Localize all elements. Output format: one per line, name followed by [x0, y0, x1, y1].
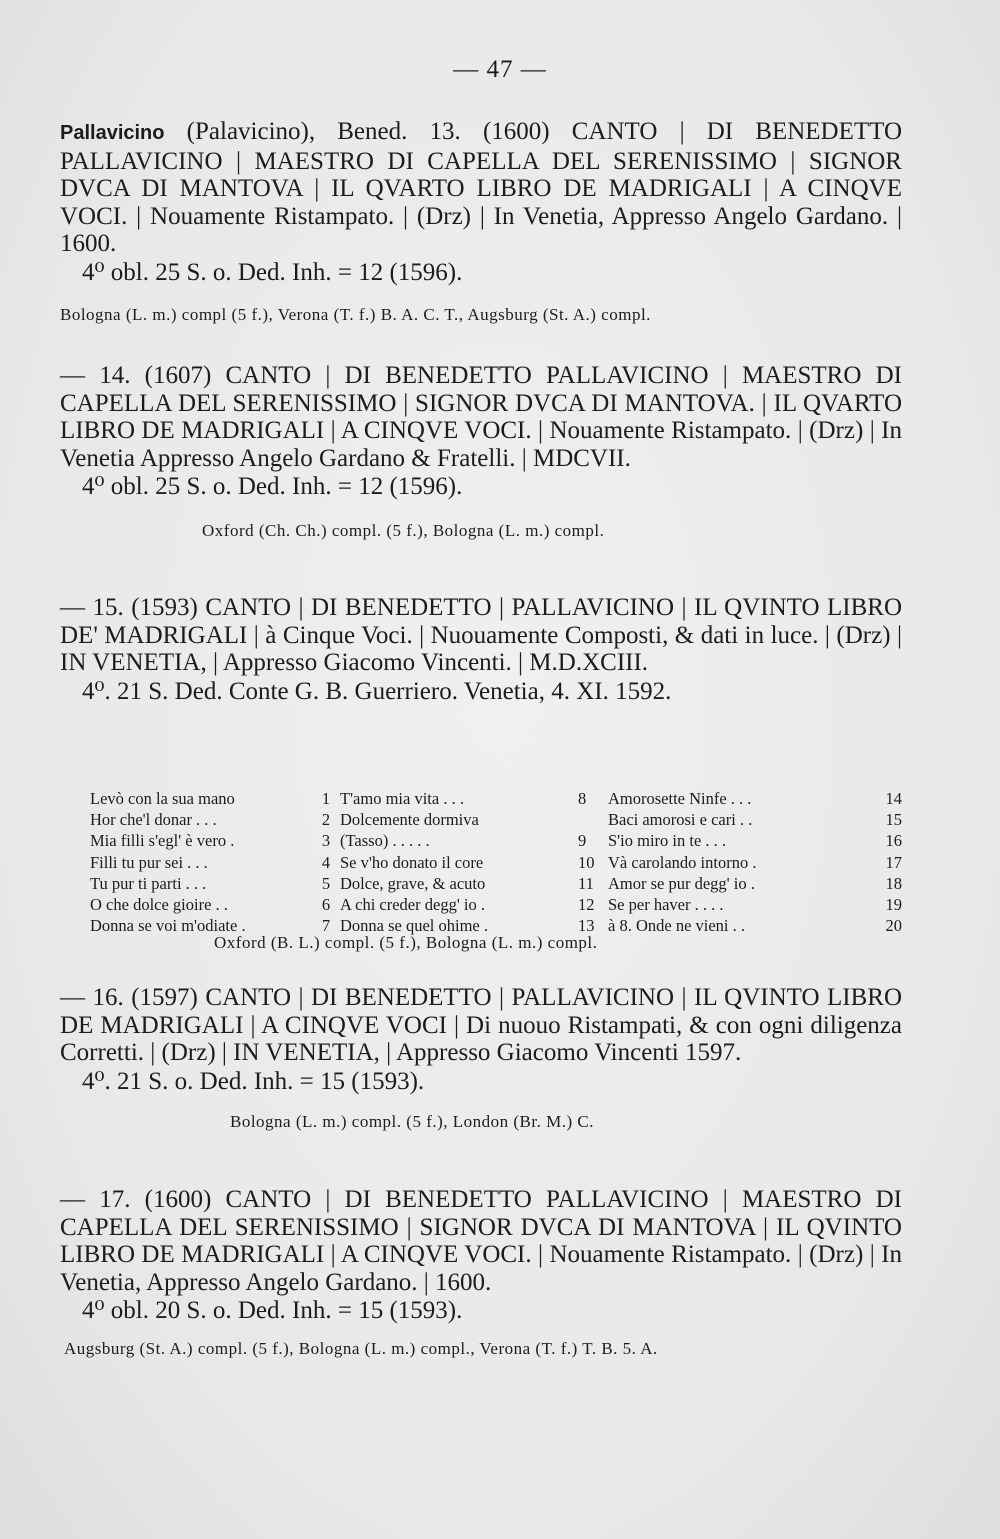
catalog-entry-16 — [60, 984, 902, 1133]
entry-specification: 4⁰ obl. 25 S. o. Ded. Inh. = 12 (1596). — [82, 258, 463, 286]
catalog-entry-13 — [60, 118, 902, 326]
madrigal-number: 14 — [885, 789, 902, 808]
madrigal-number: 16 — [885, 831, 902, 851]
contents-row — [90, 788, 902, 809]
contents-row — [90, 809, 902, 830]
madrigal-number — [578, 809, 608, 830]
madrigal-title: O che dolce gioire . . — [90, 894, 228, 914]
entry-title: — 15. (1593) CANTO | DI BENEDETTO | PALLAVICINO | IL QVINTO LIBRO DE' MADRIGALI | à Cinque Voci. | Nuouamente Composti, & dati in luce. | (Drz) | IN VENETIA, | Appresso Giacomo Vincenti. | M.D.XCIII. — [60, 594, 902, 676]
madrigal-number: 12 — [578, 894, 595, 914]
madrigal-number: 13 — [578, 916, 595, 936]
madrigal-number: 7 — [321, 916, 331, 936]
madrigal-number: 18 — [885, 873, 902, 893]
contents-row — [90, 873, 902, 894]
madrigal-title: Tu pur ti parti . . . — [90, 873, 207, 893]
catalog-entry-14 — [60, 362, 902, 542]
madrigal-title: Levò con la sua mano — [90, 789, 235, 808]
madrigal-number: 4 — [321, 852, 331, 872]
madrigal-title: Baci amorosi e cari . . — [608, 810, 753, 830]
entry-locations: Oxford (Ch. Ch.) compl. (5 f.), Bologna (L. m.) compl. — [202, 521, 605, 540]
catalog-entry-17 — [60, 1186, 902, 1360]
entry-locations: Augsburg (St. A.) compl. (5 f.), Bologna (L. m.) compl., Verona (T. f.) T. B. 5. A. — [64, 1339, 658, 1358]
madrigal-title: Dolce, grave, & acuto — [340, 873, 486, 893]
madrigal-title: Donna se quel ohime . — [340, 916, 489, 936]
madrigal-number: 15 — [885, 810, 902, 830]
madrigal-number: 10 — [578, 852, 595, 872]
catalog-entry-15 — [60, 594, 902, 705]
madrigal-title: Và carolando intorno . — [608, 852, 757, 872]
entry-title: — 16. (1597) CANTO | DI BENEDETTO | PALLAVICINO | IL QVINTO LIBRO DE MADRIGALI | A CINQVE VOCI | Di nuouo Ristampati, & con ogni diligenza Corretti. | (Drz) | IN VENETIA, | Appresso Giacomo Vincenti 1597. — [60, 984, 902, 1066]
entry-specification: 4⁰ obl. 25 S. o. Ded. Inh. = 12 (1596). — [82, 473, 463, 500]
madrigal-number: 11 — [578, 873, 594, 893]
madrigal-number: 8 — [578, 789, 587, 808]
madrigal-title: Se per haver . . . . — [608, 894, 724, 914]
madrigal-number: 1 — [321, 789, 331, 808]
madrigal-title: S'io miro in te . . . — [608, 831, 727, 851]
entry-specification: 4⁰. 21 S. Ded. Conte G. B. Guerriero. Venetia, 4. XI. 1592. — [82, 677, 672, 705]
madrigal-title: T'amo mia vita . . . — [340, 789, 464, 808]
entry-locations: Bologna (L. m.) compl. (5 f.), London (Br. M.) C. — [230, 1111, 594, 1131]
madrigal-title: Mia filli s'egl' è vero . — [90, 831, 235, 851]
madrigal-title: Amorosette Ninfe . . . — [608, 789, 752, 808]
madrigal-number: 2 — [321, 810, 331, 830]
entry-specification: 4⁰ obl. 20 S. o. Ded. Inh. = 15 (1593). — [82, 1297, 463, 1324]
contents-row — [90, 830, 902, 851]
entry-specification: 4⁰. 21 S. o. Ded. Inh. = 15 (1593). — [82, 1067, 425, 1095]
contents-table — [90, 788, 902, 936]
madrigal-title: Dolcemente dormiva — [340, 810, 479, 830]
madrigal-title: à 8. Onde ne vieni . . — [608, 916, 746, 936]
madrigal-title: Filli tu pur sei . . . — [90, 852, 208, 872]
composer-heading: Pallavicino — [60, 122, 165, 144]
madrigal-title: Hor che'l donar . . . — [90, 810, 217, 830]
entry-title: (Palavicino), Bened. 13. (1600) CANTO | DI BENEDETTO PALLAVICINO | MAESTRO DI CAPELLA DEL SERENISSIMO | SIGNOR DVCA DI MANTOVA | IL QVARTO LIBRO DE MADRIGALI | A CINQVE VOCI. | Nouamente Ristampato. | (Drz) | In Venetia, Appresso Angelo Gardano. | 1600. — [60, 118, 903, 257]
entry-locations: Oxford (B. L.) compl. (5 f.), Bologna (L. m.) compl. — [214, 933, 598, 952]
page-number: — 47 — — [453, 56, 547, 83]
entry-locations: Bologna (L. m.) compl (5 f.), Verona (T. f.) B. A. C. T., Augsburg (St. A.) compl. — [60, 304, 651, 324]
madrigal-title: Se v'ho donato il core — [340, 852, 484, 872]
madrigal-number: 19 — [885, 894, 902, 914]
madrigal-title: A chi creder degg' io . — [340, 894, 486, 914]
madrigal-title: Donna se voi m'odiate . — [90, 916, 246, 936]
contents-row — [90, 852, 902, 873]
madrigal-number: 6 — [321, 894, 331, 914]
contents-row — [90, 894, 902, 915]
madrigal-number: 20 — [885, 916, 902, 936]
entry-title: — 17. (1600) CANTO | DI BENEDETTO PALLAVICINO | MAESTRO DI CAPELLA DEL SERENISSIMO | SIGNOR DVCA DI MANTOVA | IL QVINTO LIBRO DE MADRIGALI | A CINQVE VOCI. | Nouamente Ristampato. | (Drz) | In Venetia, Appresso Angelo Gardano. | 1600. — [60, 1186, 902, 1296]
entry-title: — 14. (1607) CANTO | DI BENEDETTO PALLAVICINO | MAESTRO DI CAPELLA DEL SERENISSIMO | SIGNOR DVCA DI MANTOVA. | IL QVARTO LIBRO DE MADRIGALI | A CINQVE VOCI. | Nouamente Ristampato. | (Drz) | In Venetia Appresso Angelo Gardano & Fratelli. | MDCVII. — [60, 362, 902, 472]
madrigal-number: 17 — [885, 852, 902, 872]
madrigal-title: Amor se pur degg' io . — [608, 873, 755, 893]
madrigal-number: 5 — [321, 873, 331, 893]
madrigal-title: (Tasso) . . . . . — [340, 831, 430, 851]
madrigal-number: 9 — [578, 831, 587, 851]
madrigal-number: 3 — [321, 831, 331, 851]
